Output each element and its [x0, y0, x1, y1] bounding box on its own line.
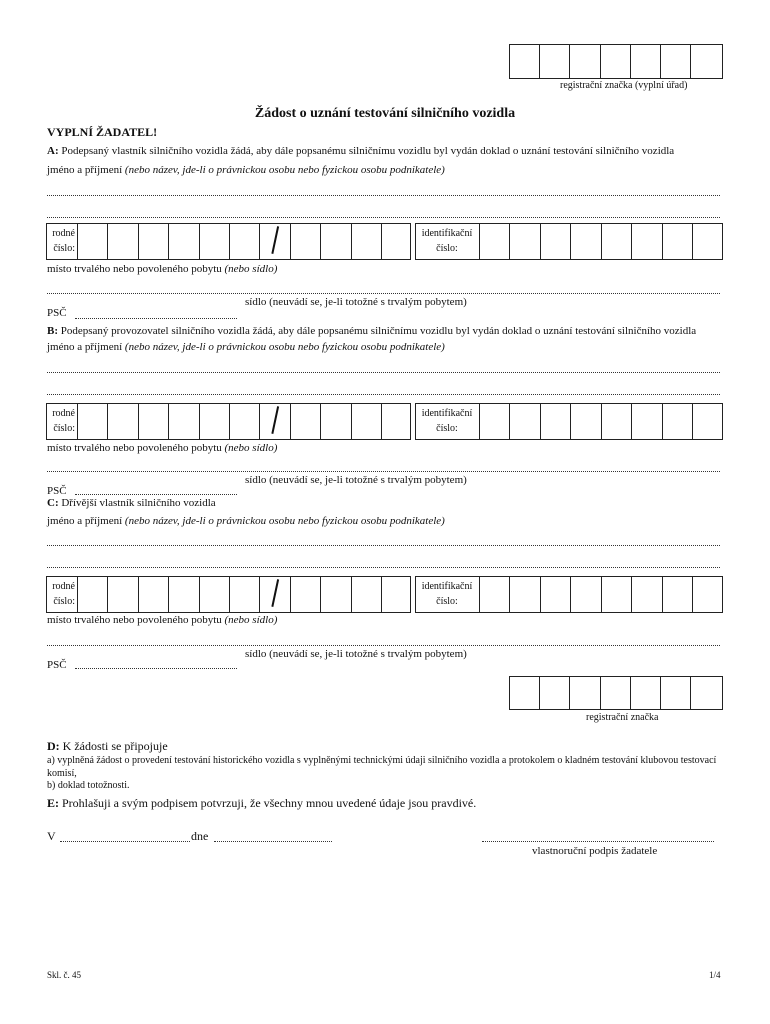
- section-b-body: Podepsaný provozovatel silničního vozidla žádá, aby dále popsanému silničnímu vozidlu byl vydán doklad o uznání testování silničního vozidla: [58, 325, 697, 337]
- slash-cell: [260, 223, 290, 260]
- digit-cell[interactable]: [108, 403, 138, 440]
- residence-line-b[interactable]: [47, 471, 720, 472]
- digit-cell[interactable]: [693, 576, 723, 613]
- digit-cell[interactable]: [108, 576, 138, 613]
- digit-cell[interactable]: [602, 576, 632, 613]
- birth-label-2: číslo:: [53, 423, 75, 434]
- digit-cell[interactable]: [510, 223, 540, 260]
- registration-plate-boxes-office[interactable]: [509, 44, 723, 79]
- registration-plate-boxes[interactable]: [509, 676, 723, 710]
- digit-cell[interactable]: [571, 576, 601, 613]
- digit-cell[interactable]: [632, 576, 662, 613]
- digit-cell[interactable]: [382, 223, 412, 260]
- plate-cell[interactable]: [631, 677, 661, 709]
- digit-cell[interactable]: [510, 576, 540, 613]
- section-e-text: [47, 796, 476, 811]
- digit-cell[interactable]: [541, 223, 571, 260]
- name-hint: (nebo název, jde-li o právnickou osobu nebo fyzickou osobu podnikatele): [124, 515, 445, 527]
- digit-cell[interactable]: [510, 403, 540, 440]
- residence-label-b: [47, 442, 277, 454]
- digit-cell[interactable]: [230, 403, 260, 440]
- plate-cell[interactable]: [601, 677, 631, 709]
- digit-cell[interactable]: [321, 223, 351, 260]
- name-label: jméno a příjmení: [47, 515, 125, 527]
- digit-cell[interactable]: [541, 403, 571, 440]
- birth-label: rodné: [52, 408, 75, 419]
- psc-label-a: PSČ: [47, 307, 67, 319]
- plate-caption: registrační značka: [586, 712, 659, 723]
- ident-label-2: číslo:: [436, 596, 458, 607]
- birth-number-field-c[interactable]: [46, 576, 411, 613]
- ident-label-2: číslo:: [436, 423, 458, 434]
- digit-cell[interactable]: [571, 223, 601, 260]
- section-c-body: Dřívější vlastník silničního vozidla: [58, 497, 216, 509]
- ident-label: identifikační: [421, 408, 473, 419]
- section-b-name-label: [47, 341, 445, 353]
- name-label: jméno a příjmení: [47, 164, 125, 176]
- plate-cell[interactable]: [540, 45, 570, 78]
- residence-label: místo trvalého nebo povoleného pobytu: [47, 442, 225, 454]
- plate-cell[interactable]: [661, 45, 691, 78]
- seat-note-c: sídlo (neuvádí se, je-li totožné s trvalým pobytem): [245, 648, 467, 660]
- section-a-name-label: [47, 164, 445, 176]
- name-label: jméno a příjmení: [47, 341, 125, 353]
- digit-cell[interactable]: [602, 223, 632, 260]
- digit-cell[interactable]: [200, 403, 230, 440]
- digit-cell[interactable]: [480, 403, 510, 440]
- plate-cell[interactable]: [570, 45, 600, 78]
- digit-cell[interactable]: [291, 403, 321, 440]
- plate-cell[interactable]: [601, 45, 631, 78]
- residence-label: místo trvalého nebo povoleného pobytu: [47, 263, 225, 275]
- digit-cell[interactable]: [78, 576, 108, 613]
- birth-label: rodné: [52, 581, 75, 592]
- digit-cell[interactable]: [291, 223, 321, 260]
- psc-line-a[interactable]: [75, 318, 237, 319]
- birth-number-field-b[interactable]: [46, 403, 411, 440]
- plate-cell[interactable]: [510, 677, 540, 709]
- digit-cell[interactable]: [200, 576, 230, 613]
- applicant-header: VYPLNÍ ŽADATEL!: [47, 125, 158, 139]
- residence-label: místo trvalého nebo povoleného pobytu: [47, 614, 225, 626]
- plate-cell[interactable]: [510, 45, 540, 78]
- digit-cell[interactable]: [352, 223, 382, 260]
- digit-cell[interactable]: [230, 576, 260, 613]
- digit-cell[interactable]: [571, 403, 601, 440]
- digit-cell[interactable]: [480, 576, 510, 613]
- name-line-c2[interactable]: [47, 567, 720, 568]
- digit-cell[interactable]: [693, 223, 723, 260]
- psc-label-b: PSČ: [47, 485, 67, 497]
- digit-cell[interactable]: [139, 576, 169, 613]
- section-d-item-a: a) vyplněná žádost o provedení testování historického vozidla s vyplněnými technickými údaji silničního vozidla a protokolem o kladném testování klubovou testovací komisí,: [47, 755, 717, 779]
- slash-cell: [260, 403, 290, 440]
- plate-cell[interactable]: [631, 45, 661, 78]
- psc-line-b[interactable]: [75, 494, 237, 495]
- section-c-text: [47, 497, 216, 509]
- name-line-b1[interactable]: [47, 372, 720, 373]
- ident-number-field-a[interactable]: [415, 223, 723, 260]
- plate-cell[interactable]: [691, 677, 722, 709]
- section-e-body: Prohlašuji a svým podpisem potvrzuji, že všechny mnou uvedené údaje jsou pravdivé.: [59, 796, 477, 810]
- digit-cell[interactable]: [693, 403, 723, 440]
- plate-cell[interactable]: [661, 677, 691, 709]
- digit-cell[interactable]: [382, 403, 412, 440]
- digit-cell[interactable]: [230, 223, 260, 260]
- birth-label-2: číslo:: [53, 596, 75, 607]
- seat-note-a: sídlo (neuvádí se, je-li totožné s trvalým pobytem): [245, 296, 467, 308]
- digit-cell[interactable]: [480, 223, 510, 260]
- section-a-text: [47, 145, 674, 157]
- slash-separator: [271, 406, 278, 434]
- digit-cell[interactable]: [108, 223, 138, 260]
- seat-note-b: sídlo (neuvádí se, je-li totožné s trvalým pobytem): [245, 474, 467, 486]
- residence-line-c[interactable]: [47, 645, 720, 646]
- plate-cell[interactable]: [570, 677, 600, 709]
- name-line-c1[interactable]: [47, 545, 720, 546]
- residence-label-a: [47, 263, 277, 275]
- slash-cell: [260, 576, 290, 613]
- digit-cell[interactable]: [663, 403, 693, 440]
- residence-hint: (nebo sídlo): [224, 263, 278, 275]
- digit-cell[interactable]: [352, 403, 382, 440]
- form-code: Skl. č. 45: [47, 970, 82, 980]
- birth-label-2: číslo:: [53, 243, 75, 254]
- page-number: 1/4: [709, 970, 721, 980]
- birth-number-field-a[interactable]: [46, 223, 411, 260]
- date-label: dne: [191, 829, 209, 843]
- digit-cell[interactable]: [602, 403, 632, 440]
- digit-cell[interactable]: [663, 223, 693, 260]
- name-hint: (nebo název, jde-li o právnickou osobu nebo fyzickou osobu podnikatele): [124, 164, 445, 176]
- slash-separator: [271, 579, 278, 607]
- digit-cell[interactable]: [321, 576, 351, 613]
- birth-label: rodné: [52, 228, 75, 239]
- ident-number-field-c[interactable]: [415, 576, 723, 613]
- digit-cell[interactable]: [169, 576, 199, 613]
- psc-label-c: PSČ: [47, 659, 67, 671]
- section-e-letter: E:: [47, 796, 59, 810]
- digit-cell[interactable]: [78, 403, 108, 440]
- digit-cell[interactable]: [78, 223, 108, 260]
- digit-cell[interactable]: [139, 223, 169, 260]
- digit-cell[interactable]: [632, 403, 662, 440]
- psc-line-c[interactable]: [75, 668, 237, 669]
- name-line-a1[interactable]: [47, 195, 720, 196]
- signature-caption: vlastnoruční podpis žadatele: [532, 845, 658, 857]
- section-b-text: [47, 325, 696, 337]
- place-label: V: [47, 829, 56, 843]
- place-line[interactable]: [60, 841, 190, 842]
- digit-cell[interactable]: [169, 403, 199, 440]
- residence-label-c: [47, 614, 277, 626]
- plate-cell[interactable]: [540, 677, 570, 709]
- section-a-letter: A:: [47, 145, 59, 157]
- name-line-a2[interactable]: [47, 217, 720, 218]
- ident-label: identifikační: [421, 581, 473, 592]
- section-d-item-b: b) doklad totožnosti.: [47, 780, 130, 791]
- section-d-letter: D:: [47, 739, 60, 753]
- digit-cell[interactable]: [382, 576, 412, 613]
- section-d-heading: [47, 739, 168, 754]
- digit-cell[interactable]: [321, 403, 351, 440]
- residence-hint: (nebo sídlo): [224, 614, 278, 626]
- date-line[interactable]: [214, 841, 332, 842]
- residence-line-a[interactable]: [47, 293, 720, 294]
- plate-caption-office: registrační značka (vyplní úřad): [560, 80, 688, 91]
- ident-label-2: číslo:: [436, 243, 458, 254]
- section-a-body: Podepsaný vlastník silničního vozidla žádá, aby dále popsanému silničnímu vozidlu byl vydán doklad o uznání testování silničního vozidla: [58, 145, 675, 157]
- residence-hint: (nebo sídlo): [224, 442, 278, 454]
- slash-separator: [271, 226, 278, 254]
- digit-cell[interactable]: [663, 576, 693, 613]
- ident-number-field-b[interactable]: [415, 403, 723, 440]
- digit-cell[interactable]: [352, 576, 382, 613]
- section-c-letter: C:: [47, 497, 59, 509]
- section-c-name-label: [47, 515, 445, 527]
- page-title: Žádost o uznání testování silničního vozidla: [254, 106, 516, 121]
- name-line-b2[interactable]: [47, 394, 720, 395]
- section-d-title: K žádosti se připojuje: [59, 739, 168, 753]
- name-hint: (nebo název, jde-li o právnickou osobu nebo fyzickou osobu podnikatele): [124, 341, 445, 353]
- digit-cell[interactable]: [632, 223, 662, 260]
- ident-label: identifikační: [421, 228, 473, 239]
- digit-cell[interactable]: [169, 223, 199, 260]
- signature-line[interactable]: [482, 841, 714, 842]
- digit-cell[interactable]: [291, 576, 321, 613]
- plate-cell[interactable]: [691, 45, 722, 78]
- section-b-letter: B:: [47, 325, 58, 337]
- digit-cell[interactable]: [541, 576, 571, 613]
- digit-cell[interactable]: [139, 403, 169, 440]
- digit-cell[interactable]: [200, 223, 230, 260]
